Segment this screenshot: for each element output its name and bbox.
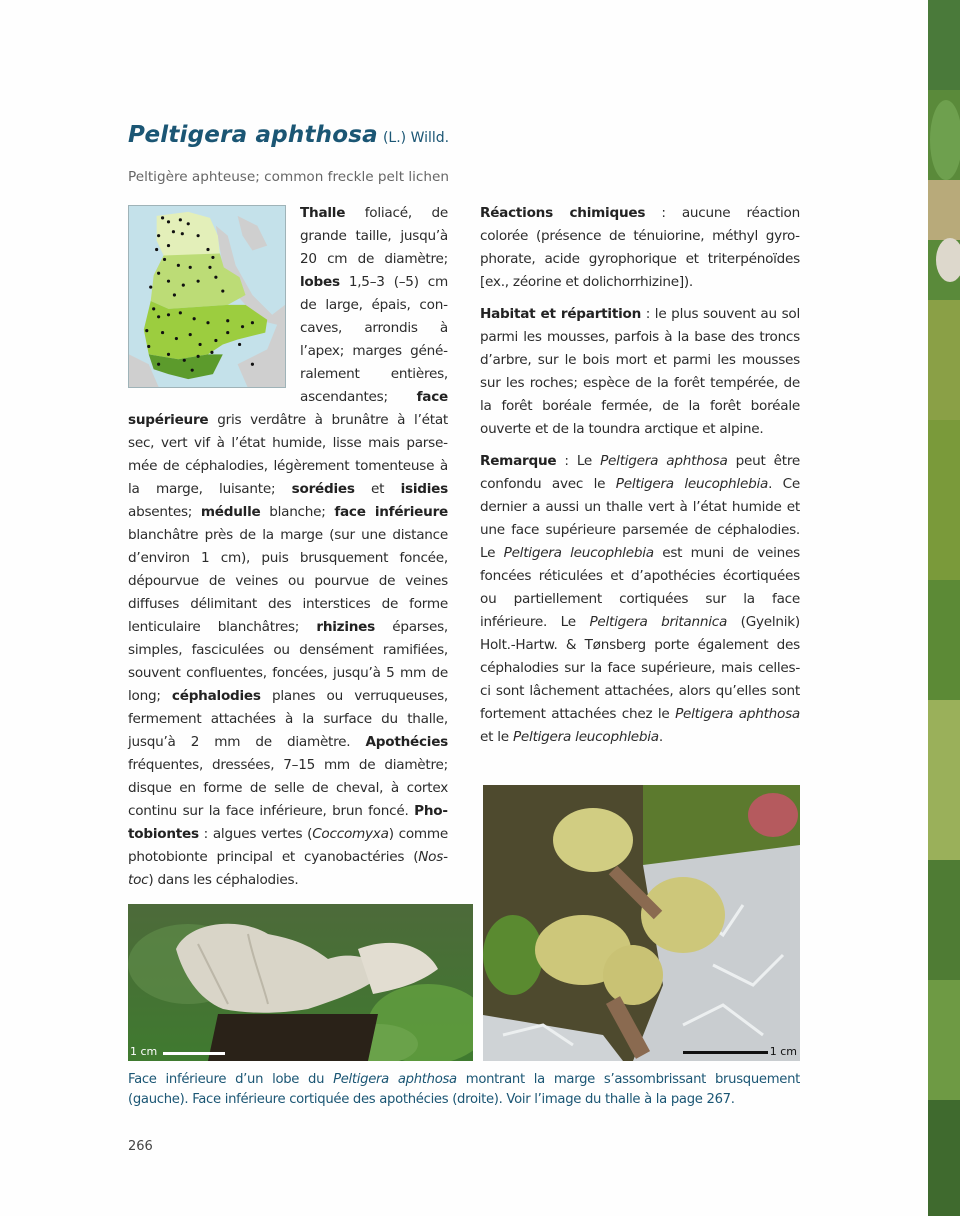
text: . bbox=[658, 729, 663, 745]
term-medulle: médulle bbox=[200, 504, 261, 520]
taxon-italic: Nostoc bbox=[128, 849, 448, 888]
taxon-italic: Peltigera aphthosa bbox=[675, 706, 800, 722]
taxon-italic: Peltigera aphthosa bbox=[333, 1072, 457, 1087]
term-photobiontes: Photobiontes bbox=[128, 803, 448, 842]
text: gris verdâtre à brunâtre à l’état sec, vert vif à l’état humide, lisse mais parsemée de céphalodies, légèrement tomenteuse à la marge, luisante; bbox=[128, 412, 448, 497]
heading-habitat: Habitat et répartition bbox=[480, 306, 641, 322]
description-column bbox=[128, 202, 448, 901]
decorative-photo-strip-icon bbox=[928, 0, 960, 1216]
habitat-paragraph bbox=[480, 303, 800, 441]
text: : le plus souvent au sol parmi les mousses, parfois à la base des troncs d’arbre, sur le bois mort et parmi les mousses sur les roches; espèce de la forêt tempérée, de la forêt boréale fermée, de la forêt boréale ouverte et de la toundra arctique et alpine. bbox=[480, 306, 800, 437]
text: . Ce dernier a aussi un thalle vert à l’état humide et une face supérieure parsemée de céphalodies. Le bbox=[480, 476, 801, 561]
text: fréquentes, dressées, 7–15 mm de diamètre; disque en forme de selle de cheval, à cortex continu sur la face inférieure, brun foncé. bbox=[128, 757, 448, 819]
species-name: Peltigera aphthosa bbox=[128, 122, 378, 148]
notes-column bbox=[480, 202, 800, 758]
term-thalle: Thalle bbox=[300, 205, 346, 221]
term-lobes: lobes bbox=[300, 274, 340, 290]
taxon-italic: Coccomyxa bbox=[312, 826, 389, 842]
taxon-italic: Peltigera leucophlebia bbox=[512, 729, 659, 745]
taxon-italic: Peltigera britannica bbox=[589, 614, 728, 630]
text: blanchâtre près de la marge (sur une distance d’environ 1 cm), puis brusquement foncée, dépourvue de veines ou pourvue de veines diffuses délimitant des interstices de forme lenticulaire blanchâtres; bbox=[128, 527, 448, 635]
heading-reactions: Réactions chimiques bbox=[480, 205, 646, 221]
text: ) dans les céphalodies. bbox=[148, 872, 299, 888]
common-names: Peltigère aphteuse; common freckle pelt lichen bbox=[128, 169, 449, 185]
distribution-map-icon bbox=[128, 205, 286, 388]
scale-label: 1 cm bbox=[769, 1045, 797, 1058]
reactions-paragraph bbox=[480, 202, 800, 294]
text: ) comme photobionte principal et cyanobactéries ( bbox=[128, 826, 448, 865]
text: foliacé, de grande taille, jusqu’à 20 cm de diamètre; bbox=[300, 205, 448, 267]
remarque-paragraph bbox=[480, 450, 800, 749]
text: 1,5–3 (–5) cm de large, épais, concaves, arrondis à l’apex; marges généralement entières, ascendantes; bbox=[300, 274, 448, 405]
scale-bar bbox=[163, 1052, 225, 1055]
term-face-inferieure: face inférieure bbox=[334, 504, 448, 520]
term-isidies: isidies bbox=[400, 481, 448, 497]
term-apothecies: Apothécies bbox=[365, 734, 448, 750]
scale-bar bbox=[683, 1051, 768, 1054]
taxon-italic: Peltigera leucophlebia bbox=[615, 476, 769, 492]
term-face-superieure: face supérieure bbox=[128, 389, 448, 428]
term-soredies: sorédies bbox=[291, 481, 355, 497]
term-cephalodies: céphalodies bbox=[171, 688, 261, 704]
text: montrant la marge s’assombrissant brusquement (gauche). Face inférieure cortiquée des apothécies (droite). Voir l’image du thalle à la page 267. bbox=[128, 1072, 800, 1107]
text: Face inférieure d’un lobe du bbox=[128, 1072, 334, 1087]
text: planes ou verruqueuses, fermement attachées à la surface du thalle, jusqu’à 2 mm de diamètre. bbox=[128, 688, 448, 750]
figure-caption bbox=[128, 1070, 800, 1110]
text: (Gyelnik) Holt.-Hartw. & Tønsberg porte également des céphalodies sur la face supérieure, mais celles-ci sont lâchement attachées, alors qu’elles sont fortement attachées chez le bbox=[480, 614, 800, 722]
text: éparses, simples, fasciculées ou densément ramifiées, souvent confluentes, foncées, jusqu’à 5 mm de long; bbox=[128, 619, 448, 704]
text: est muni de veines foncées réticulées et d’apothécies écortiquées ou partiellement cortiquées sur la face inférieure. Le bbox=[480, 545, 800, 630]
scale-label: 1 cm bbox=[130, 1045, 158, 1058]
text: : Le bbox=[556, 453, 601, 469]
text: : algues vertes ( bbox=[198, 826, 313, 842]
text: et le bbox=[480, 729, 513, 745]
taxon-italic: Peltigera aphthosa bbox=[600, 453, 728, 469]
page-number: 266 bbox=[128, 1139, 153, 1154]
text: et bbox=[354, 481, 401, 497]
taxon-italic: Peltigera leucophlebia bbox=[503, 545, 654, 561]
photo-lower-surface-icon bbox=[128, 904, 473, 1061]
text: : aucune réaction colorée (présence de ténuiorine, méthyl gyrophorate, acide gyrophorique et triterpénoïdes [ex., zéorine et dolichorrhizine]). bbox=[480, 205, 800, 290]
text: peut être confondu avec le bbox=[480, 453, 800, 492]
heading-remarque: Remarque bbox=[480, 453, 557, 469]
text: blanche; bbox=[260, 504, 335, 520]
photo-apothecia-icon bbox=[483, 785, 800, 1061]
species-authority: (L.) Willd. bbox=[382, 130, 450, 146]
term-rhizines: rhizines bbox=[316, 619, 375, 635]
text: absentes; bbox=[128, 504, 201, 520]
species-title bbox=[128, 122, 449, 148]
